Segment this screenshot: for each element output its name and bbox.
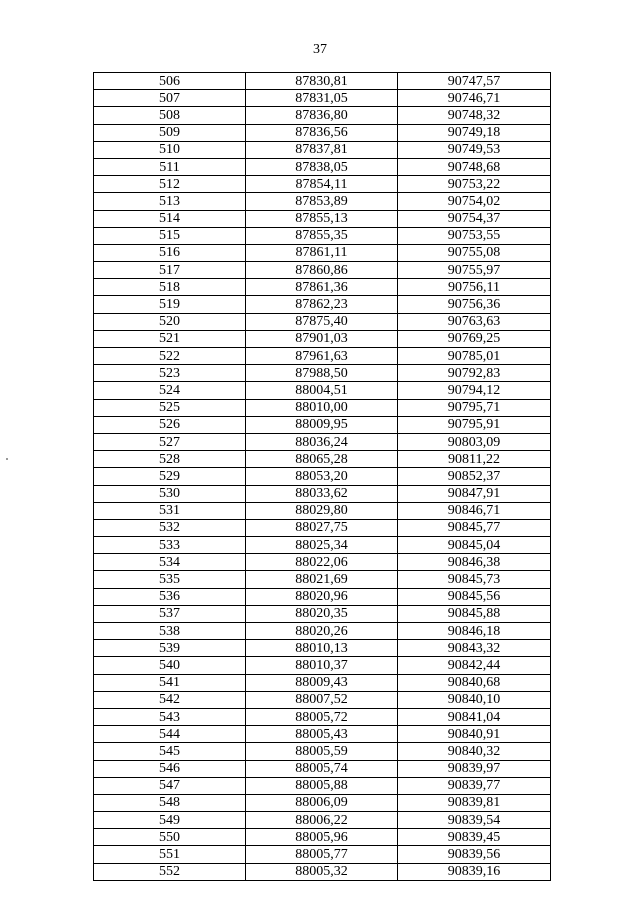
table-row [94, 571, 551, 588]
scan-speck [6, 458, 8, 460]
point-number-cell: 512 [94, 176, 246, 193]
point-number-cell: 507 [94, 90, 246, 107]
table-row [94, 812, 551, 829]
y-coordinate-cell: 90792,83 [398, 365, 551, 382]
table-row [94, 623, 551, 640]
table-row [94, 296, 551, 313]
point-number-cell: 511 [94, 158, 246, 175]
table-row [94, 279, 551, 296]
point-number-cell: 535 [94, 571, 246, 588]
y-coordinate-cell: 90795,91 [398, 416, 551, 433]
point-number-cell: 531 [94, 502, 246, 519]
table-row [94, 158, 551, 175]
y-coordinate-cell: 90839,54 [398, 812, 551, 829]
x-coordinate-cell: 88005,72 [246, 708, 398, 725]
table-row [94, 313, 551, 330]
x-coordinate-cell: 88006,09 [246, 794, 398, 811]
y-coordinate-cell: 90785,01 [398, 348, 551, 365]
point-number-cell: 515 [94, 227, 246, 244]
table-row [94, 210, 551, 227]
point-number-cell: 541 [94, 674, 246, 691]
y-coordinate-cell: 90846,18 [398, 623, 551, 640]
x-coordinate-cell: 88006,22 [246, 812, 398, 829]
page-number: 37 [313, 42, 327, 57]
table-row [94, 90, 551, 107]
point-number-cell: 510 [94, 141, 246, 158]
x-coordinate-cell: 87861,11 [246, 244, 398, 261]
x-coordinate-cell: 88065,28 [246, 451, 398, 468]
y-coordinate-cell: 90839,56 [398, 846, 551, 863]
x-coordinate-cell: 88007,52 [246, 691, 398, 708]
point-number-cell: 523 [94, 365, 246, 382]
table-row [94, 829, 551, 846]
y-coordinate-cell: 90846,71 [398, 502, 551, 519]
y-coordinate-cell: 90839,16 [398, 863, 551, 880]
x-coordinate-cell: 88010,00 [246, 399, 398, 416]
y-coordinate-cell: 90845,73 [398, 571, 551, 588]
point-number-cell: 542 [94, 691, 246, 708]
y-coordinate-cell: 90748,32 [398, 107, 551, 124]
y-coordinate-cell: 90840,91 [398, 726, 551, 743]
table-row [94, 451, 551, 468]
coordinates-table [93, 72, 551, 881]
table-row [94, 227, 551, 244]
x-coordinate-cell: 87988,50 [246, 365, 398, 382]
x-coordinate-cell: 87862,23 [246, 296, 398, 313]
y-coordinate-cell: 90843,32 [398, 640, 551, 657]
table-row [94, 691, 551, 708]
table-row [94, 399, 551, 416]
point-number-cell: 509 [94, 124, 246, 141]
x-coordinate-cell: 87875,40 [246, 313, 398, 330]
table-row [94, 777, 551, 794]
point-number-cell: 514 [94, 210, 246, 227]
point-number-cell: 516 [94, 244, 246, 261]
y-coordinate-cell: 90845,56 [398, 588, 551, 605]
y-coordinate-cell: 90803,09 [398, 433, 551, 450]
x-coordinate-cell: 87854,11 [246, 176, 398, 193]
table-row [94, 107, 551, 124]
point-number-cell: 537 [94, 605, 246, 622]
table-row [94, 743, 551, 760]
x-coordinate-cell: 88005,74 [246, 760, 398, 777]
point-number-cell: 550 [94, 829, 246, 846]
point-number-cell: 529 [94, 468, 246, 485]
x-coordinate-cell: 88027,75 [246, 519, 398, 536]
point-number-cell: 533 [94, 537, 246, 554]
table-row [94, 73, 551, 90]
table-row [94, 468, 551, 485]
x-coordinate-cell: 88010,13 [246, 640, 398, 657]
point-number-cell: 546 [94, 760, 246, 777]
point-number-cell: 539 [94, 640, 246, 657]
x-coordinate-cell: 87901,03 [246, 330, 398, 347]
x-coordinate-cell: 88009,43 [246, 674, 398, 691]
x-coordinate-cell: 87836,80 [246, 107, 398, 124]
table-body [94, 73, 551, 881]
table-row [94, 382, 551, 399]
x-coordinate-cell: 88021,69 [246, 571, 398, 588]
table-row [94, 365, 551, 382]
y-coordinate-cell: 90845,77 [398, 519, 551, 536]
point-number-cell: 549 [94, 812, 246, 829]
table-row [94, 348, 551, 365]
x-coordinate-cell: 87855,35 [246, 227, 398, 244]
y-coordinate-cell: 90852,37 [398, 468, 551, 485]
y-coordinate-cell: 90846,38 [398, 554, 551, 571]
table-row [94, 193, 551, 210]
x-coordinate-cell: 88005,32 [246, 863, 398, 880]
point-number-cell: 506 [94, 73, 246, 90]
table-row [94, 433, 551, 450]
table-row [94, 330, 551, 347]
point-number-cell: 513 [94, 193, 246, 210]
x-coordinate-cell: 87860,86 [246, 262, 398, 279]
point-number-cell: 536 [94, 588, 246, 605]
y-coordinate-cell: 90753,55 [398, 227, 551, 244]
y-coordinate-cell: 90839,81 [398, 794, 551, 811]
table-row [94, 554, 551, 571]
point-number-cell: 543 [94, 708, 246, 725]
table-row [94, 124, 551, 141]
table-row [94, 502, 551, 519]
x-coordinate-cell: 87837,81 [246, 141, 398, 158]
point-number-cell: 538 [94, 623, 246, 640]
table-row [94, 760, 551, 777]
x-coordinate-cell: 88005,96 [246, 829, 398, 846]
x-coordinate-cell: 88053,20 [246, 468, 398, 485]
table-row [94, 588, 551, 605]
x-coordinate-cell: 88010,37 [246, 657, 398, 674]
y-coordinate-cell: 90749,53 [398, 141, 551, 158]
point-number-cell: 547 [94, 777, 246, 794]
point-number-cell: 548 [94, 794, 246, 811]
y-coordinate-cell: 90839,77 [398, 777, 551, 794]
y-coordinate-cell: 90811,22 [398, 451, 551, 468]
table-row [94, 846, 551, 863]
x-coordinate-cell: 87831,05 [246, 90, 398, 107]
table-row [94, 708, 551, 725]
point-number-cell: 528 [94, 451, 246, 468]
point-number-cell: 521 [94, 330, 246, 347]
y-coordinate-cell: 90840,32 [398, 743, 551, 760]
table-row [94, 519, 551, 536]
x-coordinate-cell: 88005,77 [246, 846, 398, 863]
y-coordinate-cell: 90747,57 [398, 73, 551, 90]
x-coordinate-cell: 87853,89 [246, 193, 398, 210]
table-row [94, 605, 551, 622]
point-number-cell: 519 [94, 296, 246, 313]
point-number-cell: 518 [94, 279, 246, 296]
table-row [94, 537, 551, 554]
table-row [94, 416, 551, 433]
x-coordinate-cell: 87961,63 [246, 348, 398, 365]
y-coordinate-cell: 90749,18 [398, 124, 551, 141]
x-coordinate-cell: 88005,43 [246, 726, 398, 743]
x-coordinate-cell: 87836,56 [246, 124, 398, 141]
y-coordinate-cell: 90753,22 [398, 176, 551, 193]
x-coordinate-cell: 88036,24 [246, 433, 398, 450]
x-coordinate-cell: 88020,35 [246, 605, 398, 622]
y-coordinate-cell: 90845,88 [398, 605, 551, 622]
y-coordinate-cell: 90754,02 [398, 193, 551, 210]
point-number-cell: 532 [94, 519, 246, 536]
point-number-cell: 522 [94, 348, 246, 365]
point-number-cell: 526 [94, 416, 246, 433]
x-coordinate-cell: 88004,51 [246, 382, 398, 399]
point-number-cell: 534 [94, 554, 246, 571]
x-coordinate-cell: 88029,80 [246, 502, 398, 519]
y-coordinate-cell: 90841,04 [398, 708, 551, 725]
table-row [94, 794, 551, 811]
x-coordinate-cell: 88020,26 [246, 623, 398, 640]
x-coordinate-cell: 87855,13 [246, 210, 398, 227]
x-coordinate-cell: 88009,95 [246, 416, 398, 433]
point-number-cell: 524 [94, 382, 246, 399]
table-row [94, 262, 551, 279]
x-coordinate-cell: 87861,36 [246, 279, 398, 296]
x-coordinate-cell: 88005,59 [246, 743, 398, 760]
point-number-cell: 545 [94, 743, 246, 760]
table-row [94, 176, 551, 193]
point-number-cell: 508 [94, 107, 246, 124]
x-coordinate-cell: 88020,96 [246, 588, 398, 605]
y-coordinate-cell: 90794,12 [398, 382, 551, 399]
y-coordinate-cell: 90754,37 [398, 210, 551, 227]
point-number-cell: 552 [94, 863, 246, 880]
table-row [94, 726, 551, 743]
y-coordinate-cell: 90840,10 [398, 691, 551, 708]
point-number-cell: 544 [94, 726, 246, 743]
table-row [94, 485, 551, 502]
y-coordinate-cell: 90840,68 [398, 674, 551, 691]
y-coordinate-cell: 90756,36 [398, 296, 551, 313]
y-coordinate-cell: 90795,71 [398, 399, 551, 416]
y-coordinate-cell: 90755,97 [398, 262, 551, 279]
point-number-cell: 517 [94, 262, 246, 279]
point-number-cell: 520 [94, 313, 246, 330]
x-coordinate-cell: 87830,81 [246, 73, 398, 90]
x-coordinate-cell: 88033,62 [246, 485, 398, 502]
y-coordinate-cell: 90746,71 [398, 90, 551, 107]
y-coordinate-cell: 90842,44 [398, 657, 551, 674]
x-coordinate-cell: 88025,34 [246, 537, 398, 554]
y-coordinate-cell: 90769,25 [398, 330, 551, 347]
y-coordinate-cell: 90756,11 [398, 279, 551, 296]
table-row [94, 640, 551, 657]
table-row [94, 657, 551, 674]
point-number-cell: 540 [94, 657, 246, 674]
point-number-cell: 527 [94, 433, 246, 450]
x-coordinate-cell: 87838,05 [246, 158, 398, 175]
y-coordinate-cell: 90845,04 [398, 537, 551, 554]
y-coordinate-cell: 90763,63 [398, 313, 551, 330]
y-coordinate-cell: 90839,45 [398, 829, 551, 846]
x-coordinate-cell: 88005,88 [246, 777, 398, 794]
y-coordinate-cell: 90748,68 [398, 158, 551, 175]
point-number-cell: 525 [94, 399, 246, 416]
table-row [94, 141, 551, 158]
y-coordinate-cell: 90755,08 [398, 244, 551, 261]
table-row [94, 674, 551, 691]
y-coordinate-cell: 90847,91 [398, 485, 551, 502]
table-row [94, 863, 551, 880]
point-number-cell: 530 [94, 485, 246, 502]
x-coordinate-cell: 88022,06 [246, 554, 398, 571]
table-row [94, 244, 551, 261]
y-coordinate-cell: 90839,97 [398, 760, 551, 777]
point-number-cell: 551 [94, 846, 246, 863]
